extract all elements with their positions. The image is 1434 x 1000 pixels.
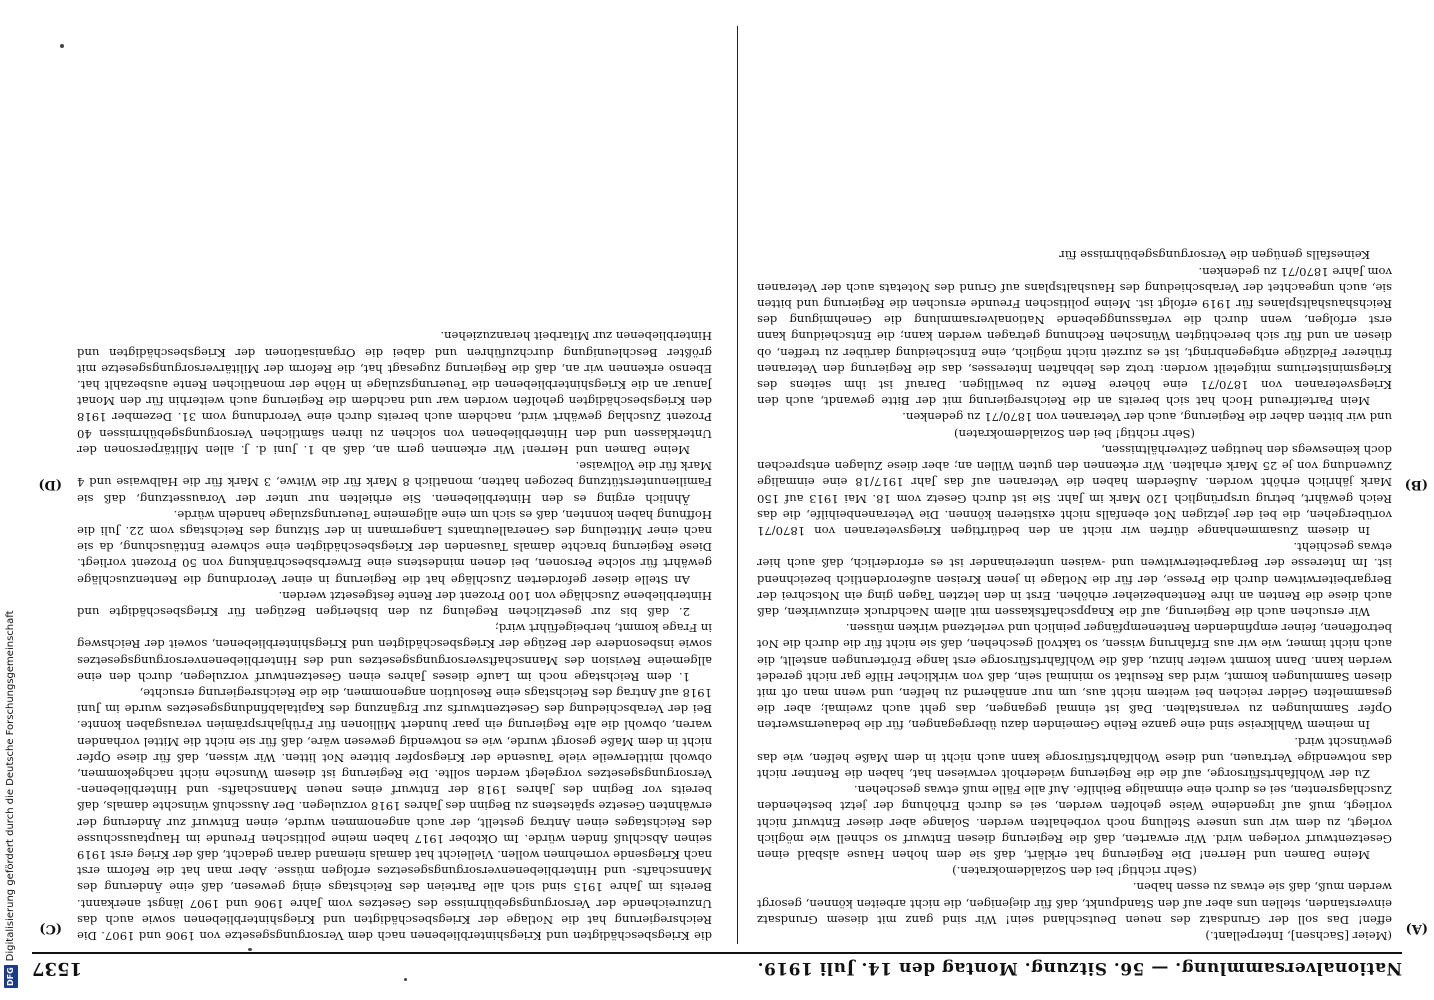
paragraph: An Stelle dieser geforderten Zuschläge hat die Regierung in einer Verordnung die Rentenzuschläge gewährt für solche Personen, bei denen mindestens eine Erwerbsbeschränkung von 50 Prozent vorliegt. Diese Regierung brachte damals Tausenden der Kriegsbeschädigten eine schwere Enttäuschung, da sie nach einer Mitteilung des Generalleutnants Langermann in der Sitzung des Reichstags vom 22. Juli die Hoffnung haben konnten, daß es sich um eine allgemeine Teuerungszulage handeln würde. <box>77 507 712 587</box>
scan-speck <box>60 44 64 48</box>
paragraph: und wir bitten daher die Regierung, auch der Veteranen von 1870/71 zu gedenken. <box>902 410 1392 425</box>
credit-text: Digitalisierung gefördert durch die Deutsche Forschungsgemeinschaft <box>5 610 16 962</box>
paragraph: Meine Damen und Herren! Die Regierung hat erklärt, daß sie dem hohen Hause alsbald einen Gesetzentwurf vorlegen wird. Wir erwarten, daß die Regierung diesen Entwurf so schnell wie möglich vorlegt, zu dem wir uns unsere Stellung noch vorbehalten werden. Solange aber dieser Entwurf nicht vorliegt, muß auf irgendeine Weise geholfen werden, sei es durch Erhöhung der jetzt bestehenden Zuschlagsrenten, sei es durch eine einmalige Beihilfe. Auf alle Fälle muß etwas geschehen. <box>757 783 1392 862</box>
dfg-logo-icon: DFG <box>4 965 18 988</box>
paragraph: die Kriegsbeschädigten und Kriegshinterbliebenen nach dem Versorgungsgesetze von 1906 und 1907. Die Reichsregierung hat die Notlage der Kriegsbeschädigten und Kriegshinterbliebenen sowie auch das Unzureichende der Versorgungsgebührnisse des Gesetzes vom Jahre 1906 und 1907 längst anerkannt. Bereits im Jahre 1915 sind sich alle Parteien des Reichstags einig gewesen, daß eine Änderung des Mannschafts- und Hinterbliebenenversorgungsgesetzes erfolgen müsse. Aber man hat die Reform erst nach Kriegsende vornehmen wollen. Vielleicht hat damals niemand daran gedacht, daß der Krieg erst 1919 seinen Abschluß finden würde. Im Oktober 1917 haben meine politischen Freunde im Hauptausschusse des Reichstages einen Antrag gestellt, der auch angenommen wurde, einen Entwurf zur Änderung der erwähnten Gesetze spätestens zu Beginn des Jahres 1918 vorzulegen. Der Ausschuß wünschte damals, daß bereits vor Beginn des Jahres 1918 der Entwurf eines neuen Mannschafts- und Hinterbliebenen-Versorgungsgesetzes vorgelegt werden sollte. Die Regierung ist diesem Wunsche nicht nachgekommen, obwohl mittlerweile viele Tausende der Kriegsopfer bittere Not litten. Wir wissen, daß für diese Opfer nicht in dem Maße gesorgt wurde, wie es notwendig gewesen wäre, daß für sie nicht die Mittel vorhanden waren, obwohl die alte Regierung ein paar hundert Millionen für Frühjahrsprämien verausgaben konnte. Bei der Verabschiedung des Gesetzentwurfs zur Ergänzung des Kapitalabfindungsgesetzes wurde im Juni 1918 auf Antrag des Reichstags eine Resolution angenommen, die die Reichsregierung ersuchte, <box>77 685 712 943</box>
left-column <box>757 22 1392 944</box>
paragraph: Meine Damen und Herren! Wir erkennen gern an, daß ab 1. Juni d. J. allen Militärpersonen der Unterklassen und den Hinterbliebenen von solchen zu ihren sämtlichen Versorgungsgebührnissen 40 Prozent Zuschlag gewährt wird, nachdem auch bereits durch eine Verordnung vom 31. Dezember 1918 den Kriegsbeschädigten geholfen worden war und nachdem die Regierung auch weiterhin für den Monat Januar an die Kriegshinterbliebenen die Teuerungszulage in Höhe der monatlichen Rente ausbezahlt hat. Ebenso erkennen wir an, daß die Regierung zugesagt hat, die Reform der Militärversorgungsgesetze mit größter Beschleunigung durchzuführen und dabei die Organisationen der Kriegsbeschädigten und Hinterbliebenen zur Mitarbeit heranzuziehen. <box>77 329 712 457</box>
page-number: 1537 <box>32 958 83 979</box>
paragraph: effen! Das soll der Grundsatz des neuen Deutschland sein! Wir sind ganz mit diesem Grundsatz einverstanden, stellen uns aber auf den Standpunkt, daß für diejenigen, die nicht arbeiten können, gesorgt werden muß, daß sie etwas zu essen haben. <box>757 880 1392 927</box>
paragraph: (Sehr richtig! bei den Sozialdemokraten.) <box>952 864 1197 879</box>
paragraph: (Meier [Sachsen], Interpellant.) <box>1205 929 1392 943</box>
digitization-credit <box>4 0 18 1000</box>
paragraph: Zu der Wohlfahrtsfürsorge, auf die die Regierung wiederholt verwiesen hat, haben die Rentner nicht das notwendige Vertrauen, und diese Wohlfahrtsfürsorge kann auch nicht in dem Maße helfen, wie das gewünscht wird. <box>757 734 1392 781</box>
paragraph: Wir ersuchen auch die Regierung, auf die Knappschaftskassen mit allem Nachdruck einzuwirken, daß auch diese die Renten an ihre Rentenbezieher erhöhen. Erst in den letzten Tagen ging ein Notschrei der Bergarbeiterwitwen durch die Presse, der für die Notlage in jenen Kreisen außerordentlich bezeichnend ist. Im Interesse der Bergarbeiterwitwen und -waisen untereinander ist es erforderlich, daß auch hier etwas geschieht. <box>757 540 1392 619</box>
paragraph: 1. dem Reichstage noch im Laufe dieses Jahres einen Gesetzentwurf vorzulegen, durch den eine allgemeine Revision des Mannschaftsversorgungsgesetzes und des Hinterbliebenenversorgungsgesetzes sowie insbesondere der Bezüge der Kriegsbeschädigten und Kriegshinterbliebenen, soweit der Reichsweg in Frage kommt, herbeigeführt wird; <box>77 621 712 684</box>
margin-marker-c: (C) <box>39 921 62 936</box>
right-column <box>77 22 712 944</box>
paragraph: (Sehr richtig! bei den Sozialdemokraten) <box>953 426 1196 441</box>
paragraph: 2. daß bis zur gesetzlichen Regelung zu den bisherigen Bezügen für Kriegsbeschädigte und Hinterbliebene Zuschläge von 100 Prozent der Rente festgesetzt werden. <box>77 588 712 619</box>
header-title: Nationalversammlung. — 56. Sitzung. Montag den 14. Juli 1919. <box>757 958 1402 978</box>
scan-speck <box>248 948 252 951</box>
paragraph: Ähnlich erging es den Hinterbliebenen. Sie erhielten nur unter der Voraussetzung, daß sie Familienunterstützung bezogen hatten, monatlich 8 Mark für die Witwe, 3 Mark für die Halbwaise und 4 Mark für die Vollwaise. <box>77 459 712 506</box>
scan-speck <box>404 978 407 981</box>
paragraph: In diesem Zusammenhange dürfen wir nicht an den bedürftigen Kriegsveteranen von 1870/71 vorübergehen, die bei der jetzigen Not ebenfalls nicht existieren können. Die Veteranenbeihilfe, die das Reich gewährt, betrug ursprünglich 120 Mark im Jahr. Sie ist durch Gesetz vom 18. Mai 1913 auf 150 Mark jährlich erhöht worden. Außerdem haben die Veteranen auf das Jahr 1917/18 eine einmalige Zuwendung von je 25 Mark erhalten. Wir erkennen den guten Willen an; aber diese Zulagen entsprechen doch keineswegs den heutigen Zeitverhältnissen, <box>757 442 1392 538</box>
column-divider <box>737 26 738 944</box>
paragraph: Keinesfalls genügen die Versorgungsgebührnisse für <box>1059 248 1370 263</box>
paragraph: In meinem Wahlkreise sind eine ganze Reihe Gemeinden dazu übergegangen, für die bedauernswerten Opfer Sammlungen zu veranstalten. Daß ist einmal gegangen, das geht auch zweimal; aber die gesammelten Gelder reichen bei weitem nicht aus, um nur annähernd zu helfen, und wenn man oft mit diesen Sammlungen kommt, wird das Resultat so minimal sein, daß von wirklicher Hilfe gar nicht geredet werden kann. Dann kommt weiter hinzu, daß die Wohlfahrtsfürsorge erst lange Erörterungen anstellt, die auch nicht immer, wie wir aus Erfahrung wissen, so taktvoll geschehen, daß sie nicht für die durch die Not betroffenen, feiner empfindenden Rentenempfänger peinlich und verletzend wirken müssen. <box>757 621 1392 733</box>
running-header <box>32 952 1402 988</box>
margin-marker-b: (B) <box>1404 477 1428 492</box>
margin-marker-d: (D) <box>38 477 62 492</box>
margin-marker-a: (A) <box>1405 921 1428 936</box>
paragraph: Mein Parteifreund Hoch hat sich bereits an die Reichsregierung mit der Bitte gewandt, auch den Kriegsveteranen von 1870/71 eine höhere Rente zu bewilligen. Darauf ist ihm seitens des Kriegsministeriums mitgeteilt worden: trotz des lebhaften Interesses, das die Regierung den Veteranen früherer Feldzüge entgegenbringt, ist es zurzeit nicht möglich, eine Entscheidung darüber zu treffen, ob diesen an und für sich berechtigten Wünschen Rechnung getragen werden kann; die Entscheidung kann erst erfolgen, wenn durch die verfassunggebende Nationalversammlung die Genehmigung des Reichshaushaltsplanes für 1919 erfolgt ist. Meine politischen Freunde ersuchen die Regierung und bitten sie, auch ungeachtet der Verabschiedung des Haushaltsplans auf Grund des Notetats auch der Veteranen vom Jahre 1870/71 zu gedenken. <box>757 264 1392 409</box>
page-content <box>32 22 1428 988</box>
